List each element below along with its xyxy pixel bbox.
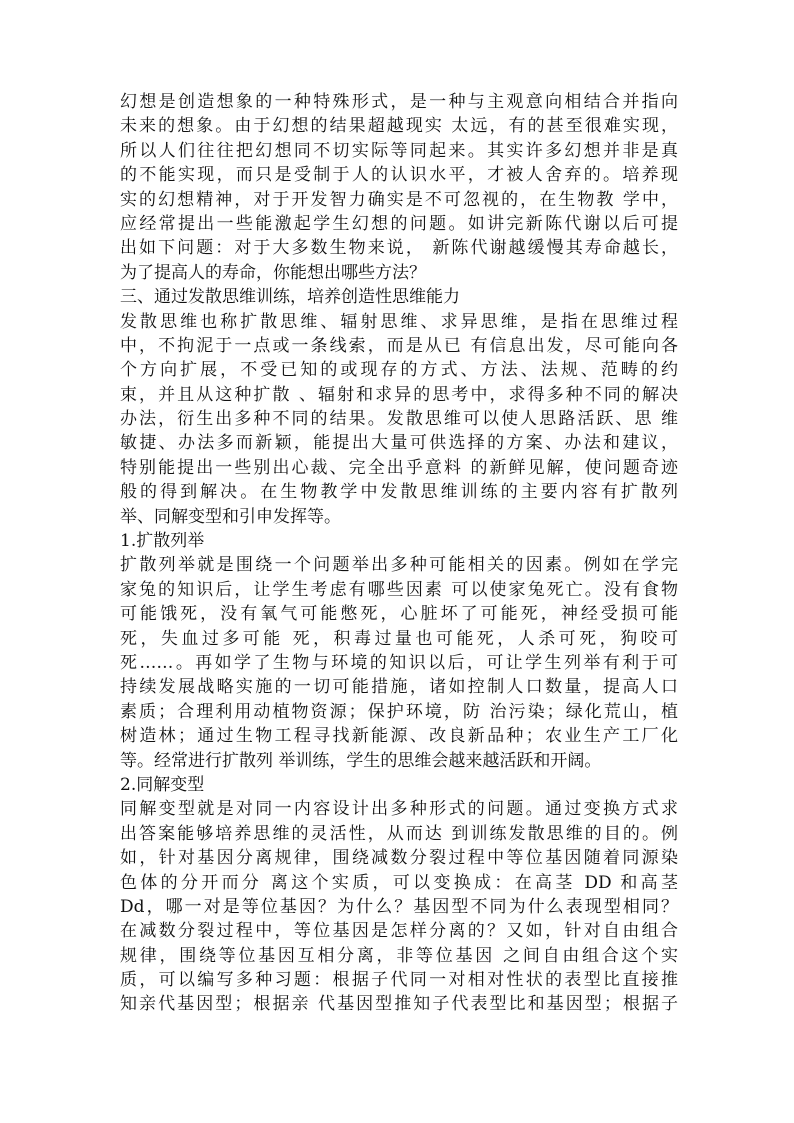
text-line: 举、同解变型和引申发挥等。 <box>120 506 341 527</box>
text-line: 质，可以编写多种习题：根据子代同一对相对性状的表型比直接推 <box>120 970 678 991</box>
text-line: 色体的分开而分 离这个实质，可以变换成：在高茎 DD 和高茎 <box>120 872 678 893</box>
text-line: 家兔的知识后，让学生考虑有哪些因素 可以使家兔死亡。没有食物 <box>120 579 678 600</box>
section-heading: 三、通过发散思维训练，培养创造性思维能力 <box>120 287 460 308</box>
text-line: 持续发展战略实施的一切可能措施，诸如控制人口数量，提高人口 <box>120 677 678 698</box>
text-line: 死……。再如学了生物与环境的知识以后，可让学生列举有利于可 <box>120 652 678 673</box>
text-line: 幻想是创造想象的一种特殊形式，是一种与主观意向相结合并指向 <box>120 92 678 112</box>
text-line: 敏捷、办法多而新颖，能提出大量可供选择的方案、办法和建议， <box>120 433 678 454</box>
text-line: 个方向扩展，不受已知的或现存的方式、方法、法规、范畴的约 <box>120 360 678 381</box>
text-line: 出如下问题：对于大多数生物来说， 新陈代谢越缓慢其寿命越长， <box>120 238 678 259</box>
text-line: 般的得到解决。在生物教学中发散思维训练的主要内容有扩散列 <box>120 482 678 503</box>
text-line: 规律，围绕等位基因互相分离，非等位基因 之间自由组合这个实 <box>120 945 678 966</box>
text-line: 束，并且从这种扩散 、辐射和求异的思考中，求得多种不同的解决 <box>120 384 678 405</box>
text-line: 特别能提出一些别出心裁、完全出乎意料 的新鲜见解，使问题奇迹 <box>120 457 678 478</box>
text-line: 实的幻想精神，对于开发智力确实是不可忽视的，在生物教 学中， <box>120 189 678 210</box>
text-line: 为了提高人的寿命，你能想出哪些方法？ <box>120 262 426 283</box>
text-line: 发散思维也称扩散思维、辐射思维、求异思维，是指在思维过程 <box>120 311 678 332</box>
text-line: 等。经常进行扩散列 举训练，学生的思维会越来越活跃和开阔。 <box>120 750 602 771</box>
text-line: 扩散列举就是围绕一个问题举出多种可能相关的因素。例如在学完 <box>120 555 678 576</box>
text-line: 办法，衍生出多种不同的结果。发散思维可以使人思路活跃、思 维 <box>120 409 678 430</box>
section-heading: 2.同解变型 <box>120 774 205 795</box>
text-line: 所以人们往往把幻想同不切实际等同起来。其实许多幻想并非是真 <box>120 140 678 161</box>
section-heading: 1.扩散列举 <box>120 531 205 552</box>
text-line: Dd，哪一对是等位基因？为什么？基因型不同为什么表现型相同？ <box>120 896 678 917</box>
text-line: 在减数分裂过程中，等位基因是怎样分离的？又如，针对自由组合 <box>120 921 678 942</box>
text-line: 死，失血过多可能 死，积毒过量也可能死，人杀可死，狗咬可 <box>120 628 678 649</box>
text-line: 素质；合理利用动植物资源；保护环境，防 治污染；绿化荒山，植 <box>120 701 678 722</box>
text-line: 的不能实现，而只是受制于人的认识水平，才被人舍弃的。培养现 <box>120 165 678 186</box>
text-line: 同解变型就是对同一内容设计出多种形式的问题。通过变换方式求 <box>120 799 678 820</box>
text-line: 中，不拘泥于一点或一条线索，而是从已 有信息出发，尽可能向各 <box>120 335 678 356</box>
text-line: 应经常提出一些能激起学生幻想的问题。如讲完新陈代谢以后可提 <box>120 213 678 234</box>
text-line: 可能饿死，没有氧气可能憋死，心脏坏了可能死，神经受损可能 <box>120 604 678 625</box>
text-line: 出答案能够培养思维的灵活性，从而达 到训练发散思维的目的。例 <box>120 823 678 844</box>
document-body <box>120 90 678 1017</box>
text-line: 如，针对基因分离规律，围绕减数分裂过程中等位基因随着同源染 <box>120 848 678 869</box>
text-line: 未来的想象。由于幻想的结果超越现实 太远，有的甚至很难实现， <box>120 116 678 137</box>
text-line: 树造林；通过生物工程寻找新能源、改良新品种；农业生产工厂化 <box>120 726 678 747</box>
text-line: 知亲代基因型；根据亲 代基因型推知子代表型比和基因型；根据子 <box>120 994 678 1015</box>
